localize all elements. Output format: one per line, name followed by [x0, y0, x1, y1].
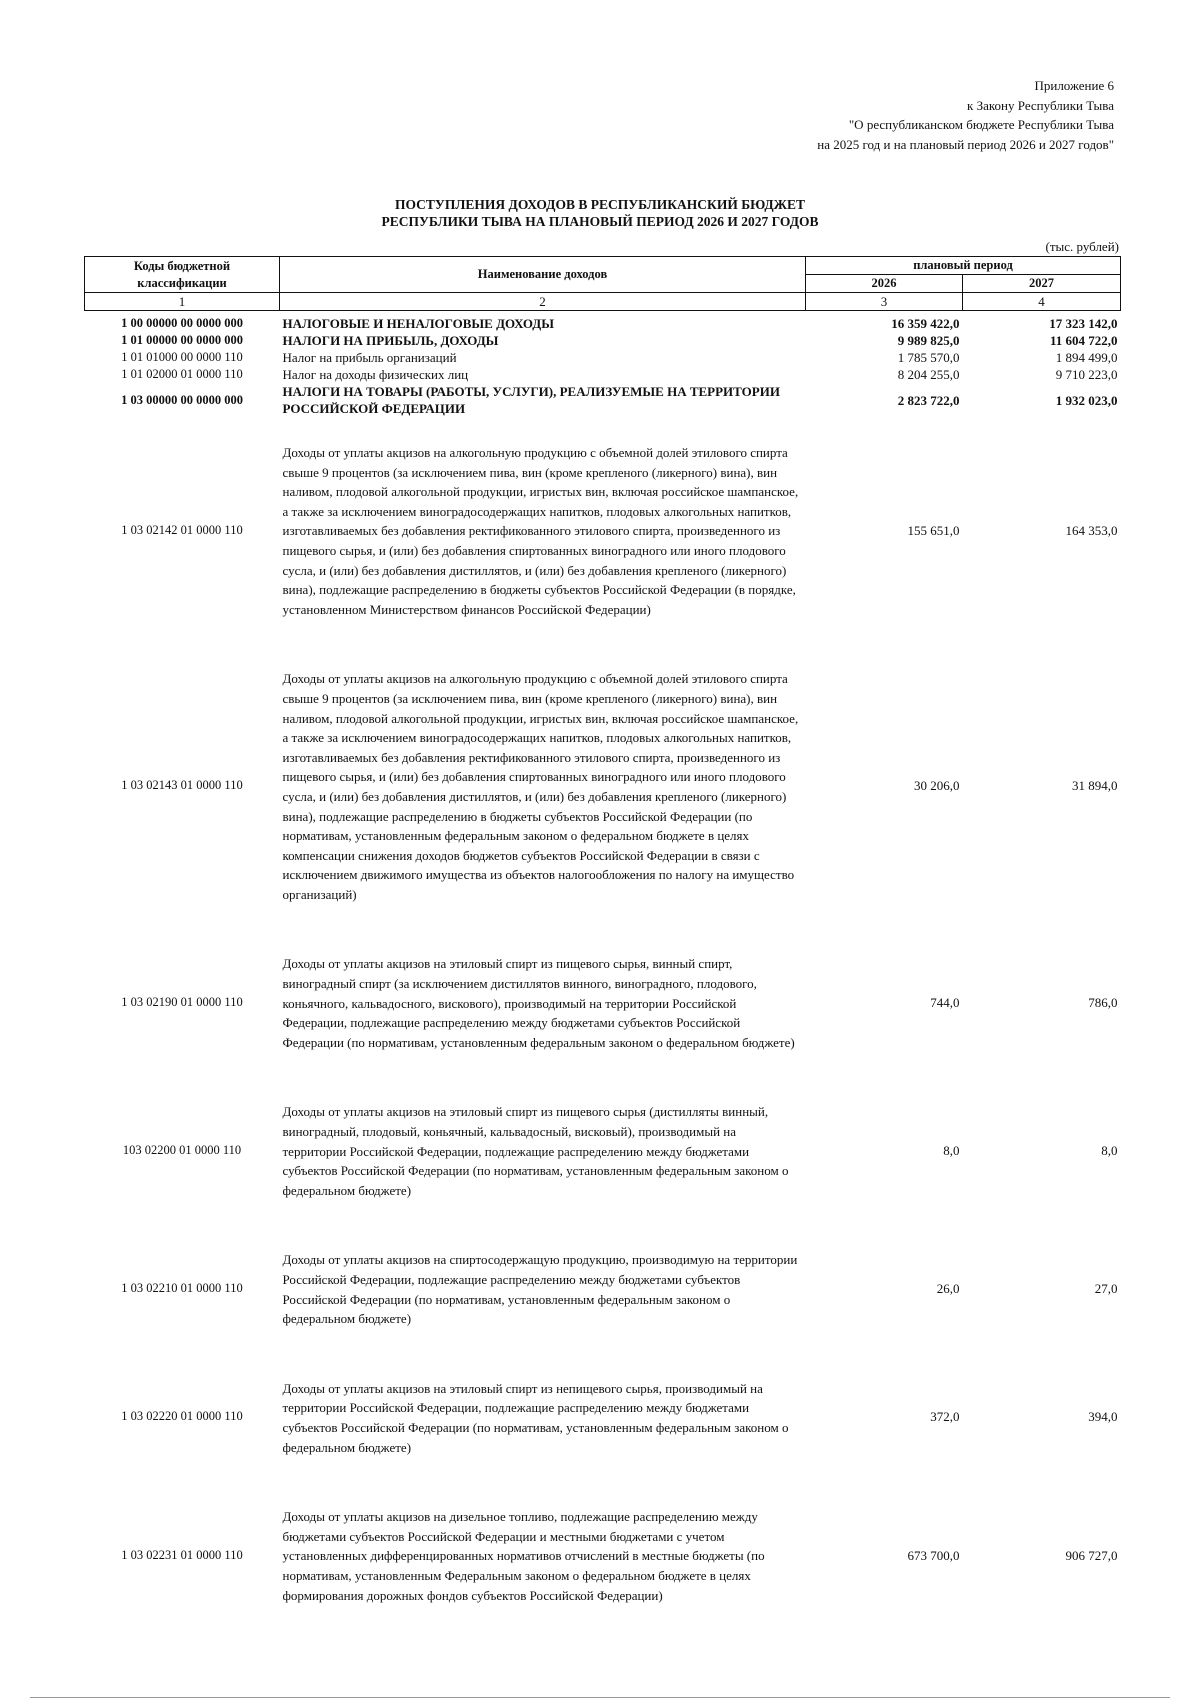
row-code: 1 03 02220 01 0000 110	[121, 1409, 243, 1424]
table-row	[85, 1353, 1121, 1481]
row-value-2026: 26,0	[936, 1281, 960, 1297]
row-value-2026: 8 204 255,0	[897, 367, 960, 382]
row-name: Доходы от уплаты акцизов на этиловый спирт из пищевого сырья (дистилляты винный, виноградный, плодовый, коньячный, кальвадосный, висковый), производимый на территории Российской Федерации, подлежащие распределению между бюджетами субъектов Российской Федерации (по нормативам, установленным федеральным законом о федеральном бюджете)	[282, 1104, 789, 1198]
colnum-4: 4	[963, 293, 1121, 311]
appendix-note	[817, 76, 1114, 154]
appendix-line-2: к Закону Республики Тыва	[967, 97, 1114, 113]
table-row	[85, 1224, 1121, 1352]
row-value-2026: 1 785 570,0	[897, 350, 960, 365]
row-code: 1 03 02210 01 0000 110	[121, 1281, 243, 1296]
page-bottom-rule	[30, 1697, 1170, 1698]
title-line-2: РЕСПУБЛИКИ ТЫВА НА ПЛАНОВЫЙ ПЕРИОД 2026 И 2027 ГОДОВ	[381, 214, 819, 229]
colnum-3: 3	[806, 293, 963, 311]
row-value-2027: 1 894 499,0	[1055, 350, 1118, 365]
row-name: Доходы от уплаты акцизов на алкогольную продукцию с объемной долей этилового спирта свыше 9 процентов (за исключением пива, вин (кроме крепленого (ликерного) вина), вин наливом, плодовой алкогольной продукции, игристых вин, включая российское шампанское, а также за исключением виноградосодержащих напитков, плодовых алкогольных напитков, изготавливаемых без добавления ректификованного этилового спирта, произведенного из пищевого сырья, и (или) без добавления спиртованных виноградного или иного плодового сусла, и (или) без добавления дистиллятов, и (или) без добавления крепленого (ликерного) вина), подлежащие распределению в бюджеты субъектов Российской Федерации (по нормативам, установленным федеральным законом о федеральном бюджете в целях компенсации снижения доходов бюджетов субъектов Российской Федерации в связи с исключением движимого имущества из объектов налогообложения по налогу на имущество организаций)	[282, 671, 799, 902]
row-value-2027: 1 932 023,0	[1055, 392, 1118, 408]
table-row	[85, 332, 1121, 349]
appendix-line-3: "О республиканском бюджете Республики Тыва	[848, 117, 1114, 132]
row-value-2027: 786,0	[1088, 994, 1118, 1010]
appendix-line-1: Приложение 6	[1034, 78, 1114, 93]
row-value-2027: 164 353,0	[1065, 522, 1118, 538]
row-value-2026: 8,0	[943, 1142, 960, 1158]
row-value-2026: 30 206,0	[914, 778, 960, 794]
header-row	[85, 257, 1121, 275]
row-name: НАЛОГОВЫЕ И НЕНАЛОГОВЫЕ ДОХОДЫ	[282, 316, 555, 331]
table-row	[85, 311, 1121, 333]
table-row	[85, 1481, 1121, 1629]
table-row	[85, 383, 1121, 417]
header-year-2027: 2027	[963, 275, 1121, 293]
header-codes: Коды бюджетной классификации	[85, 257, 280, 293]
row-code: 1 01 01000 00 0000 110	[121, 350, 243, 364]
row-value-2027: 906 727,0	[1065, 1547, 1118, 1563]
row-value-2027: 9 710 223,0	[1055, 367, 1118, 382]
row-name: НАЛОГИ НА ТОВАРЫ (РАБОТЫ, УСЛУГИ), РЕАЛИЗУЕМЫЕ НА ТЕРРИТОРИИ РОССИЙСКОЙ ФЕДЕРАЦИИ	[282, 384, 780, 416]
colnum-1: 1	[85, 293, 280, 311]
row-value-2026: 155 651,0	[907, 522, 960, 538]
row-code: 1 01 00000 00 0000 000	[121, 333, 243, 347]
table-row	[85, 928, 1121, 1076]
row-value-2026: 673 700,0	[907, 1547, 960, 1563]
row-value-2026: 744,0	[930, 994, 960, 1010]
table-row	[85, 366, 1121, 383]
title-line-1: ПОСТУПЛЕНИЯ ДОХОДОВ В РЕСПУБЛИКАНСКИЙ БЮДЖЕТ	[395, 197, 805, 212]
header-year-2026: 2026	[806, 275, 963, 293]
header-name: Наименование доходов	[280, 257, 806, 293]
row-name: НАЛОГИ НА ПРИБЫЛЬ, ДОХОДЫ	[282, 333, 499, 348]
units-label: (тыс. рублей)	[1045, 239, 1119, 254]
row-value-2027: 17 323 142,0	[1049, 316, 1118, 331]
row-code: 103 02200 01 0000 110	[122, 1142, 242, 1157]
column-number-row	[85, 293, 1121, 311]
row-code: 1 00 00000 00 0000 000	[121, 316, 243, 330]
row-name: Доходы от уплаты акцизов на этиловый спирт из пищевого сырья, винный спирт, виноградный спирт (за исключением дистиллятов винного, виноградного, плодового, коньячного, кальвадосного, вискового), производимый на территории Российской Федерации, подлежащие распределению между бюджетами субъектов Российской Федерации (по нормативам, установленным федеральным законом о федеральном бюджете)	[282, 956, 795, 1050]
row-name: Доходы от уплаты акцизов на этиловый спирт из непищевого сырья, производимый на территории Российской Федерации, подлежащие распределению между бюджетами субъектов Российской Федерации (по нормативам, установленным федеральным законом о федеральном бюджете)	[282, 1380, 789, 1455]
row-value-2026: 2 823 722,0	[897, 392, 960, 408]
row-code: 1 03 02143 01 0000 110	[121, 778, 243, 793]
row-name: Налог на прибыль организаций	[282, 350, 457, 365]
row-value-2027: 11 604 722,0	[1049, 333, 1118, 348]
row-value-2027: 31 894,0	[1072, 778, 1118, 794]
revenue-table	[84, 256, 1121, 1629]
row-value-2026: 9 989 825,0	[897, 333, 960, 348]
row-code: 1 03 00000 00 0000 000	[121, 392, 243, 407]
row-name: Доходы от уплаты акцизов на спиртосодержащую продукцию, производимую на территории Российской Федерации, подлежащие распределению между бюджетами субъектов Российской Федерации (по нормативам, установленным федеральным законом о федеральном бюджете)	[282, 1252, 798, 1327]
table-row	[85, 417, 1121, 643]
document-title	[80, 196, 1120, 230]
row-code: 1 03 02190 01 0000 110	[121, 994, 243, 1009]
table-row	[85, 643, 1121, 928]
header-period: плановый период	[806, 257, 1121, 275]
row-value-2026: 372,0	[930, 1409, 960, 1425]
row-value-2026: 16 359 422,0	[891, 316, 960, 331]
row-value-2027: 27,0	[1094, 1281, 1118, 1297]
row-code: 1 01 02000 01 0000 110	[121, 367, 243, 381]
table-row	[85, 1076, 1121, 1224]
row-name: Доходы от уплаты акцизов на дизельное топливо, подлежащие распределению между бюджетами субъектов Российской Федерации и местными бюджетами с учетом установленных дифференцированных нормативов отчислений в местные бюджеты (по нормативам, установленным Федеральным законом о федеральном бюджете в целях формирования дорожных фондов субъектов Российской Федерации)	[282, 1509, 765, 1603]
table-row	[85, 349, 1121, 366]
row-code: 1 03 02231 01 0000 110	[121, 1547, 243, 1562]
row-value-2027: 394,0	[1088, 1409, 1118, 1425]
row-name: Доходы от уплаты акцизов на алкогольную продукцию с объемной долей этилового спирта свыше 9 процентов (за исключением пива, вин (кроме крепленого (ликерного) вина), вин наливом, плодовой алкогольной продукции, игристых вин, включая российское шампанское, а также за исключением виноградосодержащих напитков, плодовых алкогольных напитков, изготавливаемых без добавления ректификованного этилового спирта, произведенного из пищевого сырья, и (или) без добавления спиртованных виноградного или иного плодового сусла, и (или) без добавления дистиллятов, и (или) без добавления крепленого (ликерного) вина), подлежащие распределению в бюджеты субъектов Российской Федерации (в порядке, установленном Министерством финансов Российской Федерации)	[282, 445, 799, 617]
colnum-2: 2	[280, 293, 806, 311]
row-name: Налог на доходы физических лиц	[282, 367, 469, 382]
row-code: 1 03 02142 01 0000 110	[121, 522, 243, 537]
row-value-2027: 8,0	[1101, 1142, 1118, 1158]
appendix-line-4: на 2025 год и на плановый период 2026 и 2027 годов"	[817, 136, 1114, 152]
